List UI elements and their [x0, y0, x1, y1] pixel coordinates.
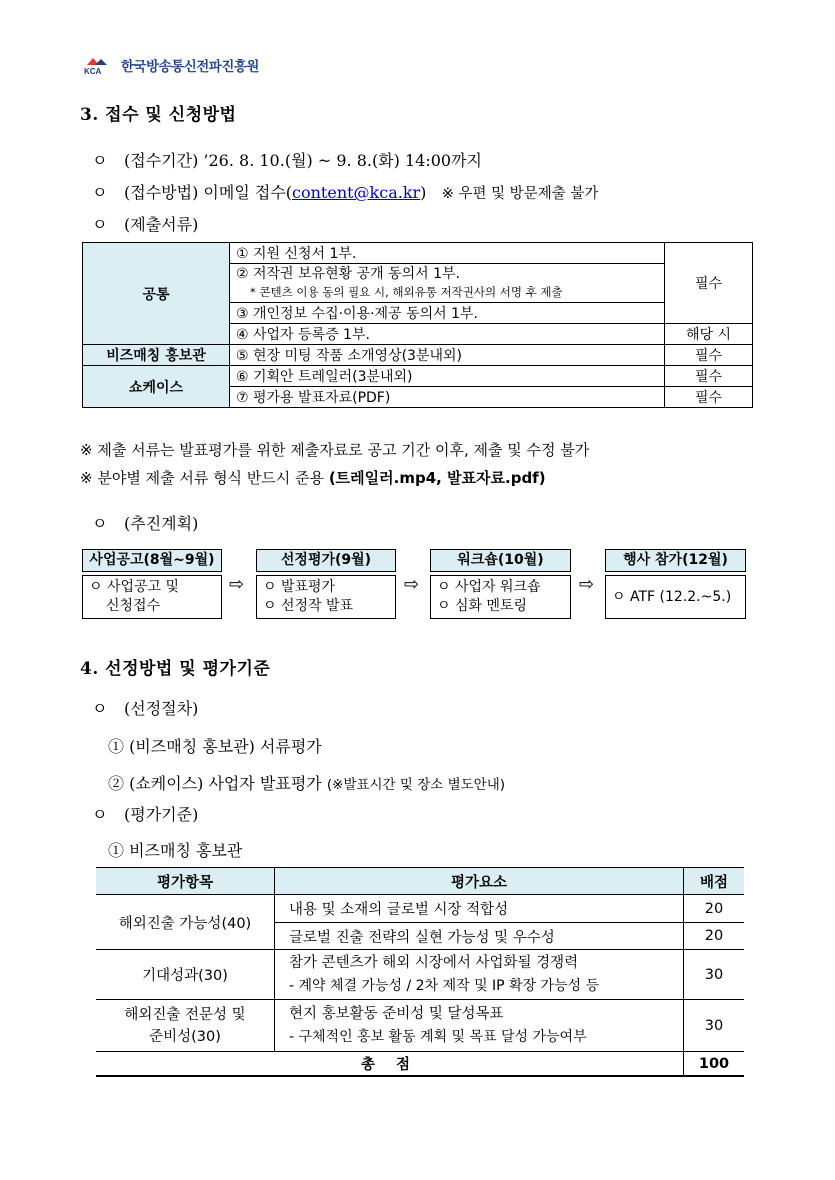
method-label: (접수방법) [124, 183, 199, 202]
header-element: 평가요소 [275, 868, 684, 895]
procedure-label-line [92, 696, 198, 719]
criteria-table [96, 867, 744, 1077]
req-common: 필수 [665, 243, 753, 324]
row3-item-line-2: 준비성(30) [149, 1028, 221, 1045]
phase-item: ㅇ 선정작 발표 [263, 598, 354, 614]
arrow-icon: ⇨ [229, 574, 245, 595]
row3-score: 30 [684, 1000, 745, 1052]
arrow-icon: ⇨ [579, 574, 595, 595]
doc-item-6: ⑥ 기획안 트레일러(3분내외) [230, 366, 665, 387]
phase-title: 행사 참가(12월) [605, 549, 746, 572]
plan-label-line [92, 511, 198, 534]
phase-item: ㅇ 심화 멘토링 [437, 598, 528, 614]
section4-title: 4. 선정방법 및 평가기준 [80, 659, 271, 679]
note-1: ※ 제출 서류는 발표평가를 위한 제출자료로 공고 기간 이후, 제출 및 수정 불가 [80, 441, 590, 459]
req-applicable: 해당 시 [665, 324, 753, 345]
total-label: 총 점 [96, 1052, 684, 1077]
bullet: ㅇ [92, 183, 108, 202]
phase-announcement [82, 549, 222, 619]
doc-item-3: ③ 개인정보 수집·이용·제공 동의서 1부. [230, 303, 665, 324]
req-bizmatch: 필수 [665, 345, 753, 366]
period-label: (접수기간) [124, 151, 199, 170]
kca-logo-icon [83, 55, 117, 75]
row1-element-1: 내용 및 소재의 글로벌 시장 적합성 [275, 895, 684, 923]
method-value: 이메일 접수( [203, 183, 293, 202]
doc-item-4: ④ 사업자 등록증 1부. [230, 324, 665, 345]
bullet: ㅇ [92, 215, 108, 234]
row3-element-2: - 구체적인 홍보 활동 계획 및 목표 달성 가능여부 [289, 1028, 587, 1045]
step-2-note: (※발표시간 및 장소 별도안내) [326, 777, 506, 793]
header-item: 평가항목 [96, 868, 275, 895]
req-showcase-2: 필수 [665, 387, 753, 408]
row2-elements [275, 950, 684, 1000]
row1-score-1: 20 [684, 895, 745, 923]
criteria-label-line [92, 802, 198, 825]
method-suffix: ) [420, 183, 427, 202]
cat-common: 공통 [83, 243, 230, 345]
email-link[interactable]: content@kca.kr [292, 183, 421, 202]
total-value: 100 [684, 1052, 745, 1077]
criteria-label: (평가기준) [124, 805, 199, 824]
row3-elements [275, 1000, 684, 1052]
svg-text:KCA: KCA [84, 67, 102, 75]
section3-title: 3. 접수 및 신청방법 [80, 105, 237, 125]
bullet: ㅇ [92, 805, 108, 824]
phase-item: ㅇ 발표평가 [263, 579, 336, 595]
bullet: ㅇ [92, 514, 108, 533]
cat-bizmatch: 비즈매칭 홍보관 [83, 345, 230, 366]
phase-title: 선정평가(9월) [256, 549, 396, 572]
plan-label: (추진계획) [124, 514, 199, 533]
cat-showcase: 쇼케이스 [83, 366, 230, 408]
phase-item: ㅇ 사업공고 및 [89, 579, 180, 595]
row1-element-2: 글로벌 진출 전략의 실현 가능성 및 우수성 [275, 923, 684, 950]
row2-score: 30 [684, 950, 745, 1000]
method-note: ※ 우편 및 방문제출 불가 [441, 186, 599, 202]
phase-selection [256, 549, 396, 619]
procedure-step-2 [108, 771, 505, 794]
step-2-text: ② (쇼케이스) 사업자 발표평가 [108, 774, 327, 793]
phase-body [605, 575, 746, 619]
phase-title: 워크숍(10월) [430, 549, 571, 572]
phase-body [256, 575, 396, 619]
note-2-bold: (트레일러.mp4, 발표자료.pdf) [328, 469, 546, 487]
row2-element-2: - 계약 체결 가능성 / 2차 제작 및 IP 확장 가능성 등 [289, 977, 600, 994]
note-2-text: ※ 분야별 제출 서류 형식 반드시 준용 [80, 469, 329, 487]
arrow-icon: ⇨ [404, 574, 420, 595]
procedure-step-1: ① (비즈매칭 홍보관) 서류평가 [108, 737, 322, 756]
row2-item: 기대성과(30) [96, 950, 275, 1000]
procedure-label: (선정절차) [124, 699, 199, 718]
row1-score-2: 20 [684, 923, 745, 950]
phase-item: ㅇ 사업자 워크숍 [437, 579, 541, 595]
bullet: ㅇ [92, 151, 108, 170]
org-name: 한국방송통신전파진흥원 [121, 59, 259, 75]
doc-item-2-sub: * 콘텐츠 이용 동의 필요 시, 해외유통 저작권사의 서명 후 제출 [250, 285, 563, 299]
header-logo [83, 54, 259, 76]
bullet: ㅇ [92, 699, 108, 718]
docs-table [82, 242, 753, 408]
phase-title: 사업공고(8월~9월) [82, 549, 222, 572]
row3-element-1: 현지 홍보활동 준비성 및 달성목표 [289, 1005, 504, 1022]
doc-item-7: ⑦ 평가용 발표자료(PDF) [230, 387, 665, 408]
row1-item: 해외진출 가능성(40) [96, 895, 275, 950]
period-value: ’26. 8. 10.(월) ~ 9. 8.(화) 14:00까지 [203, 151, 483, 170]
phase-item: 신청접수 [106, 598, 161, 614]
criteria-sub: ① 비즈매칭 홍보관 [108, 841, 243, 860]
row3-item-line-1: 해외진출 전문성 및 [124, 1006, 246, 1023]
row2-element-1: 참가 콘텐츠가 해외 시장에서 사업화될 경쟁력 [289, 954, 579, 971]
docs-label-line [92, 212, 198, 235]
row3-item [96, 1000, 275, 1052]
note-2 [80, 467, 546, 488]
req-showcase-1: 필수 [665, 366, 753, 387]
doc-item-1: ① 지원 신청서 1부. [230, 243, 665, 264]
phase-body [82, 575, 222, 619]
doc-item-2: ② 저작권 보유현황 공개 동의서 1부. [236, 266, 460, 282]
docs-label: (제출서류) [124, 215, 199, 234]
method-line [92, 180, 598, 203]
phase-item: ㅇ ATF (12.2.~5.) [612, 589, 732, 605]
period-line [92, 148, 482, 171]
phase-event [605, 549, 746, 619]
header-score: 배점 [684, 868, 745, 895]
phase-body [430, 575, 571, 619]
doc-item-2-cell [230, 264, 665, 303]
phase-workshop [430, 549, 571, 619]
doc-item-5: ⑤ 현장 미팅 작품 소개영상(3분내외) [230, 345, 665, 366]
